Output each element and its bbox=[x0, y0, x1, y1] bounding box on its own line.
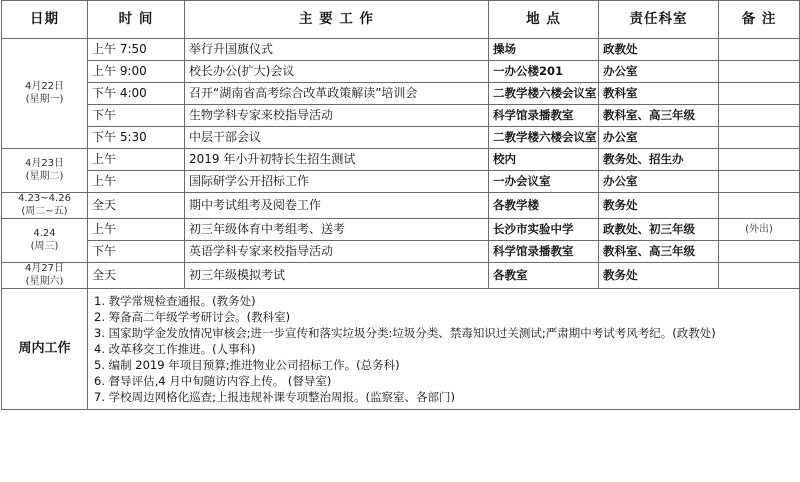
schedule-row bbox=[2, 127, 800, 149]
weekly-item: 7. 学校周边网格化巡查;上报违规补课专项整治周报。(监察室、各部门) bbox=[94, 390, 455, 404]
weekly-label: 周内工作 bbox=[2, 289, 88, 410]
date-value: 4月22日 bbox=[24, 81, 65, 92]
weekly-row bbox=[2, 289, 800, 410]
time-cell: 下午 bbox=[88, 105, 185, 127]
time-cell: 上午 bbox=[88, 149, 185, 171]
schedule-row bbox=[2, 83, 800, 105]
weekly-items bbox=[94, 293, 793, 405]
schedule-row bbox=[2, 263, 800, 289]
time-cell: 下午 bbox=[88, 241, 185, 263]
time-cell: 上午 bbox=[88, 171, 185, 193]
header-place: 地 点 bbox=[489, 1, 599, 39]
weekly-item: 1. 教学常规检查通报。(教务处) bbox=[94, 294, 256, 308]
schedule-row bbox=[2, 193, 800, 219]
place-cell: 操场 bbox=[489, 39, 599, 61]
dept-cell: 办公室 bbox=[599, 171, 719, 193]
note-cell bbox=[719, 149, 800, 171]
note-cell bbox=[719, 193, 800, 219]
schedule-table bbox=[1, 0, 800, 410]
note-cell: (外出) bbox=[719, 219, 800, 241]
header-work: 主 要 工 作 bbox=[185, 1, 489, 39]
note-cell bbox=[719, 241, 800, 263]
note-cell bbox=[719, 171, 800, 193]
time-cell: 全天 bbox=[88, 193, 185, 219]
time-cell: 上午 bbox=[88, 219, 185, 241]
place-cell: 长沙市实验中学 bbox=[489, 219, 599, 241]
weekly-item: 4. 改革移交工作推进。(人事科) bbox=[94, 342, 256, 356]
weekday-value: (星期一) bbox=[25, 93, 64, 105]
work-cell: 举行升国旗仪式 bbox=[185, 39, 489, 61]
place-cell: 校内 bbox=[489, 149, 599, 171]
weekday-value: (周三) bbox=[30, 240, 59, 252]
weekday-value: (星期二) bbox=[25, 170, 64, 182]
time-cell: 下午 4:00 bbox=[88, 83, 185, 105]
date-cell bbox=[2, 193, 88, 219]
place-cell: 各教学楼 bbox=[489, 193, 599, 219]
place-cell: 科学馆录播教室 bbox=[489, 241, 599, 263]
date-cell bbox=[2, 219, 88, 263]
header-time: 时 间 bbox=[88, 1, 185, 39]
work-cell: 生物学科专家来校指导活动 bbox=[185, 105, 489, 127]
dept-cell: 教科室、高三年级 bbox=[599, 105, 719, 127]
dept-cell: 教科室 bbox=[599, 83, 719, 105]
time-cell: 上午 9:00 bbox=[88, 61, 185, 83]
work-cell: 中层干部会议 bbox=[185, 127, 489, 149]
date-value: 4.23~4.26 bbox=[18, 193, 71, 204]
note-cell bbox=[719, 127, 800, 149]
schedule-row bbox=[2, 219, 800, 241]
note-cell bbox=[719, 39, 800, 61]
weekly-item: 6. 督导评估,4 月中旬随访内容上传。 (督导室) bbox=[94, 374, 332, 388]
weekday-value: (星期六) bbox=[25, 275, 64, 287]
date-cell bbox=[2, 263, 88, 289]
time-cell: 下午 5:30 bbox=[88, 127, 185, 149]
work-cell: 校长办公(扩大)会议 bbox=[185, 61, 489, 83]
header-date: 日期 bbox=[2, 1, 88, 39]
date-cell bbox=[2, 149, 88, 193]
dept-cell: 教务处 bbox=[599, 263, 719, 289]
time-cell: 上午 7:50 bbox=[88, 39, 185, 61]
header-dept: 责任科室 bbox=[599, 1, 719, 39]
dept-cell: 教科室、高三年级 bbox=[599, 241, 719, 263]
schedule-row bbox=[2, 171, 800, 193]
place-cell: 一办会议室 bbox=[489, 171, 599, 193]
dept-cell: 办公室 bbox=[599, 127, 719, 149]
work-cell: 召开“湖南省高考综合改革政策解读”培训会 bbox=[185, 83, 489, 105]
weekday-value: (周二~五) bbox=[21, 205, 68, 217]
dept-cell: 教务处、招生办 bbox=[599, 149, 719, 171]
schedule-row bbox=[2, 39, 800, 61]
date-value: 4月23日 bbox=[24, 158, 65, 169]
place-cell: 科学馆录播教室 bbox=[489, 105, 599, 127]
time-cell: 全天 bbox=[88, 263, 185, 289]
note-cell bbox=[719, 105, 800, 127]
weekly-list-cell bbox=[88, 289, 800, 410]
weekly-item: 3. 国家助学金发放情况审核会;进一步宣传和落实垃圾分类:垃圾分类、禁毒知识过关测试;严肃期中考试考风考纪。(政教处) bbox=[94, 326, 716, 340]
dept-cell: 政教处、初三年级 bbox=[599, 219, 719, 241]
place-cell: 一办公楼201 bbox=[489, 61, 599, 83]
dept-cell: 办公室 bbox=[599, 61, 719, 83]
place-cell: 二教学楼六楼会议室 bbox=[489, 127, 599, 149]
weekly-item: 2. 筹备高二年级学考研讨会。(教科室) bbox=[94, 310, 291, 324]
note-cell bbox=[719, 263, 800, 289]
work-cell: 初三年级体育中考组考、送考 bbox=[185, 219, 489, 241]
dept-cell: 政教处 bbox=[599, 39, 719, 61]
table-header bbox=[2, 1, 800, 39]
work-cell: 英语学科专家来校指导活动 bbox=[185, 241, 489, 263]
schedule-row bbox=[2, 241, 800, 263]
dept-cell: 教务处 bbox=[599, 193, 719, 219]
work-cell: 国际研学公开招标工作 bbox=[185, 171, 489, 193]
work-cell: 2019 年小升初特长生招生测试 bbox=[185, 149, 489, 171]
work-cell: 初三年级模拟考试 bbox=[185, 263, 489, 289]
work-cell: 期中考试组考及阅卷工作 bbox=[185, 193, 489, 219]
place-cell: 二教学楼六楼会议室 bbox=[489, 83, 599, 105]
place-cell: 各教室 bbox=[489, 263, 599, 289]
schedule-row bbox=[2, 61, 800, 83]
note-cell bbox=[719, 61, 800, 83]
schedule-row bbox=[2, 105, 800, 127]
date-cell bbox=[2, 39, 88, 149]
schedule-row bbox=[2, 149, 800, 171]
date-value: 4.24 bbox=[33, 228, 56, 239]
header-note: 备 注 bbox=[719, 1, 800, 39]
schedule-body bbox=[2, 39, 800, 410]
note-cell bbox=[719, 83, 800, 105]
date-value: 4月27日 bbox=[24, 263, 65, 274]
weekly-item: 5. 编制 2019 年项目预算;推进物业公司招标工作。(总务科) bbox=[94, 358, 400, 372]
